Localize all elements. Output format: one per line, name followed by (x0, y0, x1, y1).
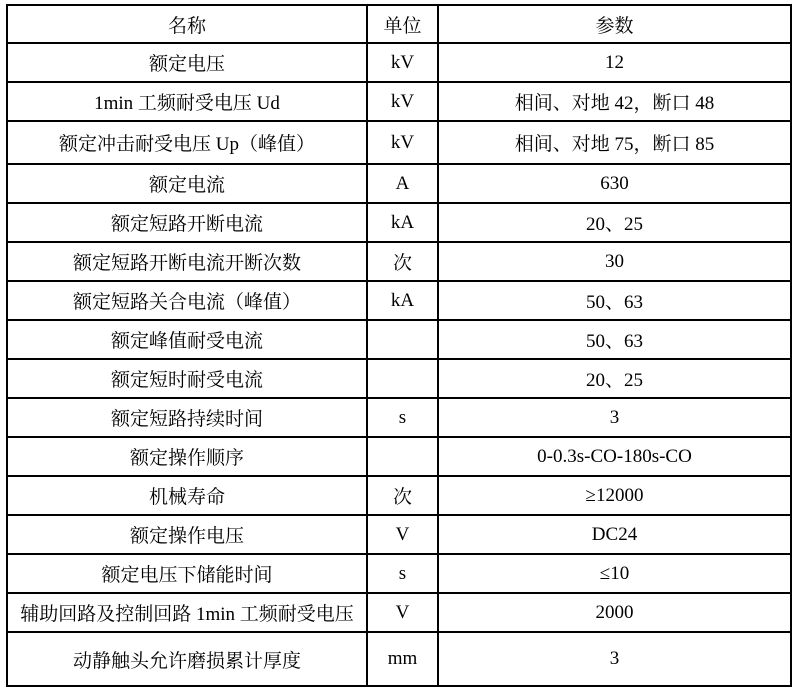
spec-name-cell: 额定短时耐受电流 (7, 359, 367, 398)
table-row (7, 359, 791, 398)
table-row (7, 281, 791, 320)
table-row (7, 593, 791, 632)
spec-unit-cell: V (367, 515, 438, 554)
spec-unit-cell: s (367, 554, 438, 593)
spec-param-cell: 3 (438, 398, 791, 437)
spec-unit-cell: 次 (367, 476, 438, 515)
spec-unit-cell: V (367, 593, 438, 632)
spec-param-cell: 0-0.3s-CO-180s-CO (438, 437, 791, 476)
spec-unit-cell: kV (367, 82, 438, 121)
spec-unit-cell: mm (367, 632, 438, 686)
spec-name-cell: 1min 工频耐受电压 Ud (7, 82, 367, 121)
spec-param-cell: 12 (438, 43, 791, 82)
column-header-unit: 单位 (367, 5, 438, 43)
spec-name-cell: 额定操作电压 (7, 515, 367, 554)
spec-name-cell: 额定峰值耐受电流 (7, 320, 367, 359)
spec-unit-cell (367, 359, 438, 398)
spec-name-cell: 动静触头允许磨损累计厚度 (7, 632, 367, 686)
spec-unit-cell: s (367, 398, 438, 437)
spec-param-cell: 20、25 (438, 203, 791, 242)
table-row (7, 121, 791, 164)
spec-unit-cell: kV (367, 121, 438, 164)
column-header-name: 名称 (7, 5, 367, 43)
spec-name-cell: 额定短路持续时间 (7, 398, 367, 437)
table-row (7, 398, 791, 437)
spec-param-cell: 2000 (438, 593, 791, 632)
table-row (7, 476, 791, 515)
column-header-param: 参数 (438, 5, 791, 43)
table-row (7, 320, 791, 359)
spec-unit-cell: 次 (367, 242, 438, 281)
spec-param-cell: ≤10 (438, 554, 791, 593)
spec-name-cell: 额定电压 (7, 43, 367, 82)
spec-name-cell: 额定操作顺序 (7, 437, 367, 476)
spec-unit-cell: A (367, 164, 438, 203)
table-row (7, 43, 791, 82)
spec-name-cell: 辅助回路及控制回路 1min 工频耐受电压 (7, 593, 367, 632)
table-row (7, 554, 791, 593)
spec-param-cell: 相间、对地 42，断口 48 (438, 82, 791, 121)
table-row (7, 437, 791, 476)
spec-param-cell: 30 (438, 242, 791, 281)
spec-param-cell: 50、63 (438, 320, 791, 359)
spec-name-cell: 机械寿命 (7, 476, 367, 515)
spec-param-cell: 20、25 (438, 359, 791, 398)
spec-name-cell: 额定冲击耐受电压 Up（峰值） (7, 121, 367, 164)
spec-name-cell: 额定电压下储能时间 (7, 554, 367, 593)
spec-unit-cell: kV (367, 43, 438, 82)
table-row (7, 164, 791, 203)
spec-name-cell: 额定短路关合电流（峰值） (7, 281, 367, 320)
spec-unit-cell: kA (367, 281, 438, 320)
table-row (7, 82, 791, 121)
spec-unit-cell (367, 437, 438, 476)
spec-param-cell: 3 (438, 632, 791, 686)
table-row (7, 242, 791, 281)
spec-unit-cell: kA (367, 203, 438, 242)
spec-param-cell: ≥12000 (438, 476, 791, 515)
spec-param-cell: 相间、对地 75，断口 85 (438, 121, 791, 164)
table-row (7, 203, 791, 242)
spec-param-cell: DC24 (438, 515, 791, 554)
header-row (7, 5, 791, 43)
spec-name-cell: 额定电流 (7, 164, 367, 203)
spec-unit-cell (367, 320, 438, 359)
table-row (7, 515, 791, 554)
spec-param-cell: 630 (438, 164, 791, 203)
spec-name-cell: 额定短路开断电流 (7, 203, 367, 242)
spec-param-cell: 50、63 (438, 281, 791, 320)
spec-table (6, 4, 792, 687)
spec-name-cell: 额定短路开断电流开断次数 (7, 242, 367, 281)
table-row (7, 632, 791, 686)
table-body (7, 43, 791, 686)
